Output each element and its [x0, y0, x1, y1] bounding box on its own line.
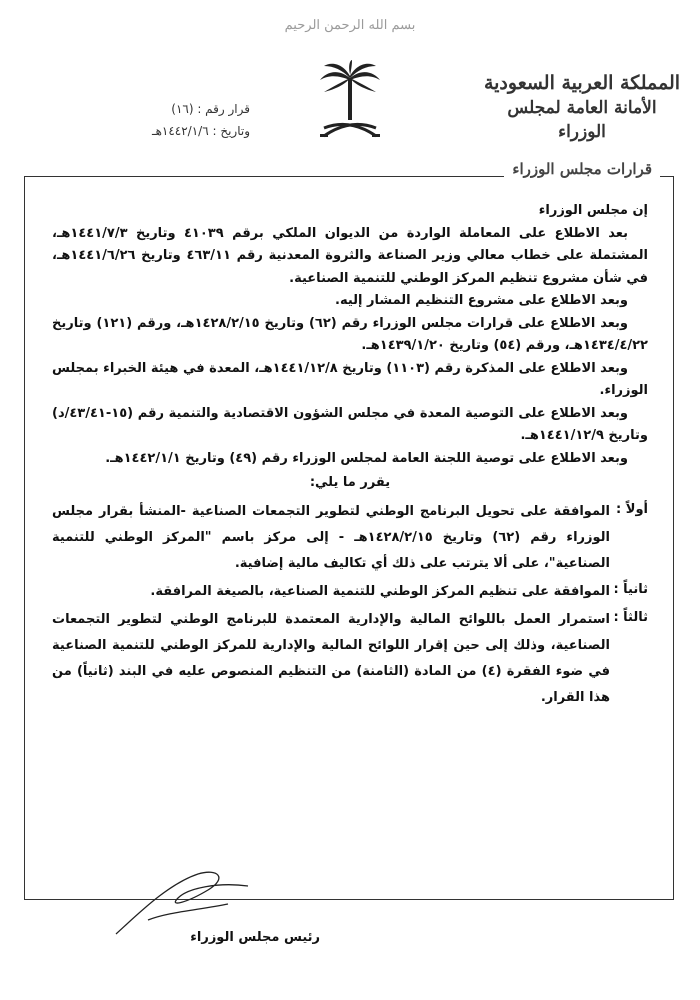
decision-date: وتاريخ : ١٤٤٢/١/٦هـ	[152, 124, 250, 138]
preamble-paragraph: بعد الاطلاع على المعاملة الواردة من الديوان الملكي برقم ٤١٠٣٩ وتاريخ ١٤٤١/٧/٣هـ، المشتملة على خطاب معالي وزير الصناعة والثروة المعدنية رقم ٤٦٣/١١ وتاريخ ١٤٤١/٦/٢٦هـ، في شأن مشروع تنظيم المركز الوطني للتنمية الصناعية.	[52, 225, 648, 286]
preamble-paragraph: وبعد الاطلاع على توصية اللجنة العامة لمجلس الوزراء رقم (٤٩) وتاريخ ١٤٤٢/١/١هـ.	[105, 450, 628, 466]
decision-body	[52, 200, 648, 711]
frame-label: قرارات مجلس الوزراء	[504, 160, 660, 178]
preamble-paragraph: وبعد الاطلاع على قرارات مجلس الوزراء رقم (٦٢) وتاريخ ١٤٢٨/٢/١٥هـ، ورقم (١٢١) وتاريخ ١٤٣٤/٤/٢٢هـ، ورقم (٥٤) وتاريخ ١٤٣٩/١/٢٠هـ.	[52, 315, 648, 353]
item-number: ثالثاً :	[613, 609, 648, 625]
secretariat-name: الأمانة العامة لمجلس الوزراء	[507, 98, 657, 142]
decides-heading: يقرر ما يلي:	[309, 475, 391, 490]
decision-item	[52, 579, 648, 605]
basmala: بسم الله الرحمن الرحيم	[284, 18, 416, 33]
kingdom-name: المملكة العربية السعودية	[483, 72, 681, 94]
preamble-paragraph: وبعد الاطلاع على التوصية المعدة في مجلس الشؤون الاقتصادية والتنمية رقم (١٥-٤٣/٤١/د) وتاريخ ١٤٤١/١٢/٩هـ.	[52, 405, 648, 443]
decision-number: قرار رقم : (١٦)	[171, 102, 250, 116]
item-text: استمرار العمل باللوائح المالية والإدارية المعتمدة للبرنامج الوطني لتطوير التجمعات الصناعية، وذلك إلى حين إقرار اللوائح المالية والإدارية للمركز الوطني للتنمية الصناعية في ضوء الفقرة (٤) من المادة (الثامنة) من التنظيم المنصوص عليه في البند (ثانياً) من هذا القرار.	[52, 611, 610, 705]
item-text: الموافقة على تحويل البرنامج الوطني لتطوير التجمعات الصناعية -المنشأ بقرار مجلس الوزراء رقم (٦٢) وتاريخ ١٤٢٨/٢/١٥هـ - إلى مركز باسم "المركز الوطني للتنمية الصناعية"، على ألا يترتب على ذلك أي تكاليف مالية إضافية.	[52, 503, 610, 571]
decision-item	[52, 607, 648, 711]
preamble-paragraph: وبعد الاطلاع على مشروع التنظيم المشار إليه.	[335, 293, 628, 308]
opening-line: إن مجلس الوزراء	[538, 203, 648, 218]
signatory-title: رئيس مجلس الوزراء	[190, 930, 320, 945]
item-number: ثانياً :	[613, 581, 648, 597]
decision-meta	[90, 98, 250, 142]
preamble-paragraph: وبعد الاطلاع على المذكرة رقم (١١٠٣) وتاريخ ١٤٤١/١٢/٨هـ، المعدة في هيئة الخبراء بمجلس الوزراء.	[52, 360, 648, 398]
issuer-header	[482, 70, 682, 144]
decision-item	[52, 499, 648, 577]
palm-swords-emblem-icon	[318, 60, 382, 144]
item-text: الموافقة على تنظيم المركز الوطني للتنمية الصناعية، بالصيغة المرافقة.	[150, 583, 610, 599]
item-number: أولاً :	[616, 501, 648, 517]
